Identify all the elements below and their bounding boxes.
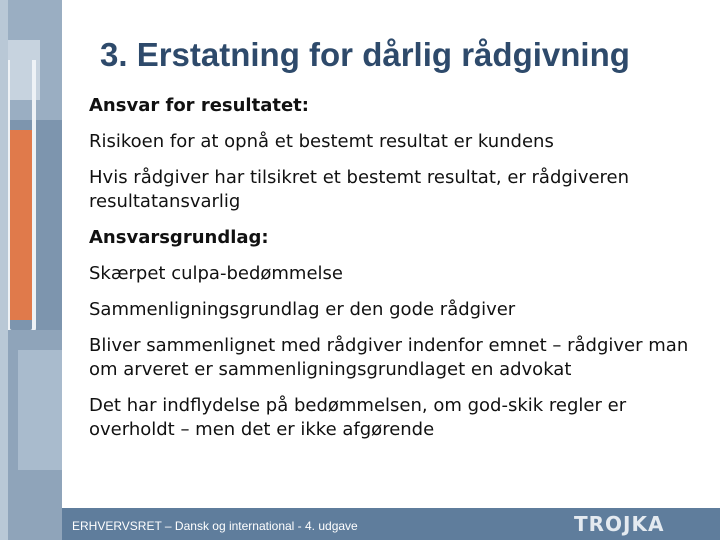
body-paragraph: Det har indflydelse på bedømmelsen, om god-skik regler er overholdt – men det er ikke afgørende — [89, 395, 627, 440]
body-paragraph: Skærpet culpa-bedømmelse — [89, 263, 343, 284]
strip-block — [18, 350, 62, 470]
body-paragraph: Hvis rådgiver har tilsikret et bestemt resultat, er rådgiveren resultatansvarlig — [89, 167, 630, 212]
footer-bar — [62, 508, 720, 540]
section-heading: Ansvarsgrundlag: — [89, 227, 269, 248]
decorative-side-strip — [0, 0, 62, 540]
strip-edge — [0, 0, 8, 540]
body-paragraph: Bliver sammenlignet med rådgiver indenfor emnet – rådgiver man om arveret er sammenligningsgrundlaget en advokat — [89, 335, 689, 380]
strip-outline-shape — [6, 60, 36, 334]
section-heading: Ansvar for resultatet: — [89, 95, 309, 116]
trojka-logo: TROJKA — [574, 512, 665, 536]
slide-body — [89, 94, 704, 454]
body-paragraph: Risikoen for at opnå et bestemt resultat er kundens — [89, 131, 554, 152]
body-paragraph: Sammenligningsgrundlag er den gode rådgiver — [89, 299, 516, 320]
slide-title: 3. Erstatning for dårlig rådgivning — [100, 36, 630, 73]
footer-text: ERHVERVSRET – Dansk og international - 4. udgave — [72, 519, 358, 533]
